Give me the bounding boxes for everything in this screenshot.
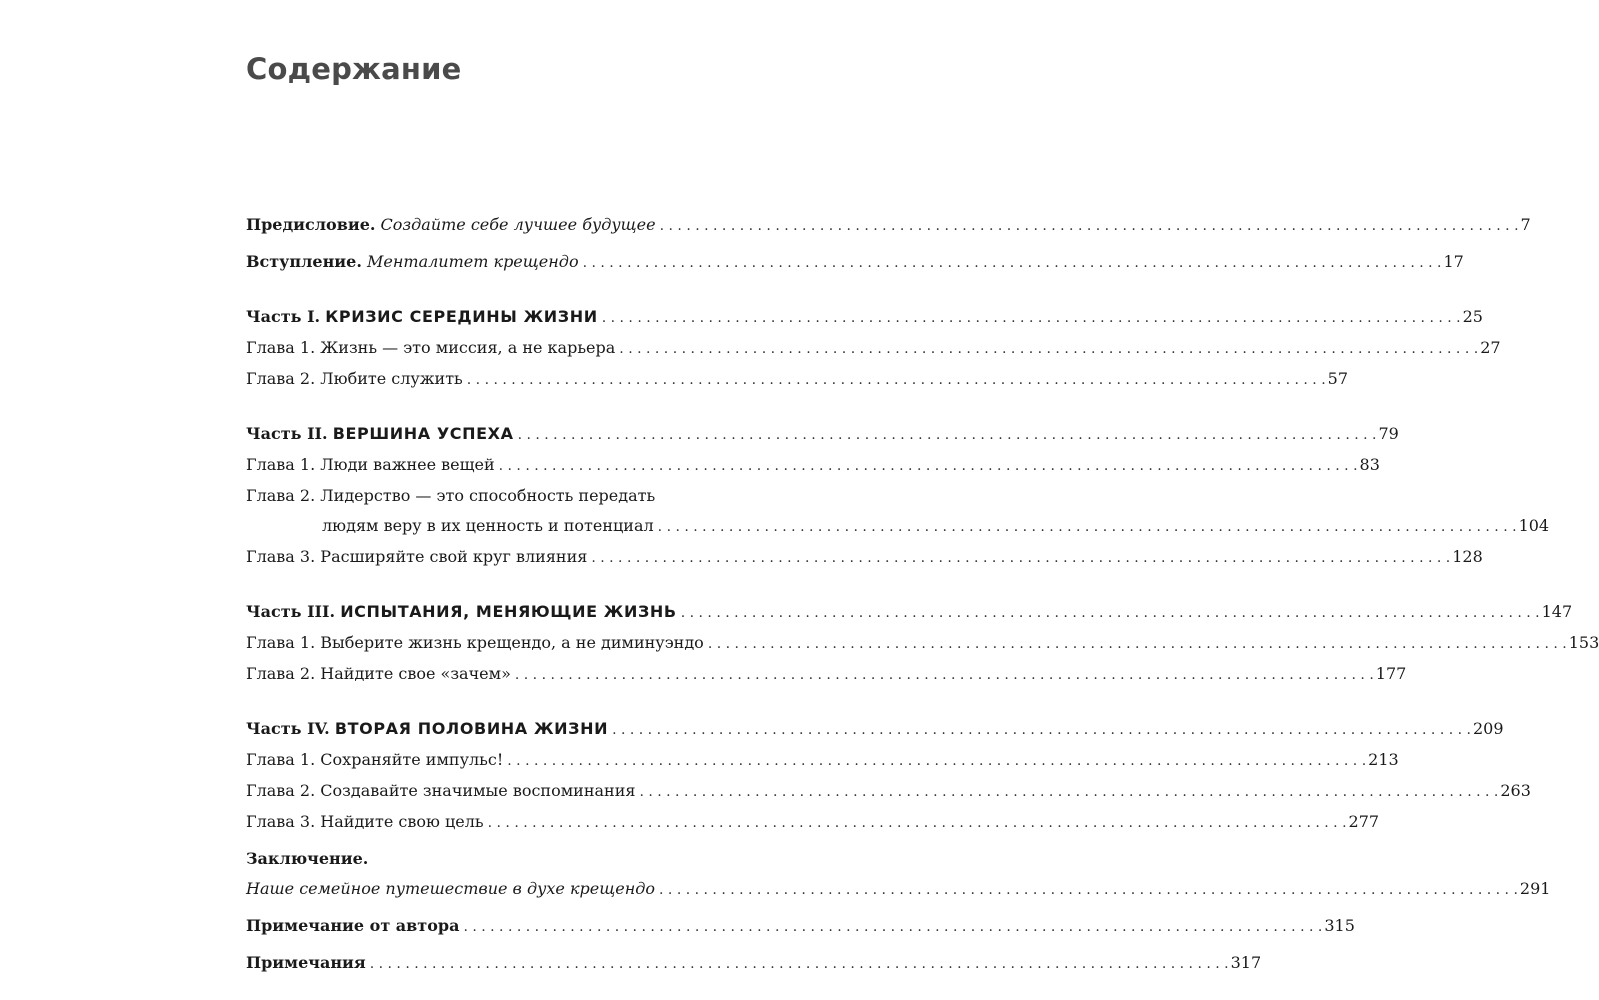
chapter-title: Создавайте значимые воспоминания [320, 781, 636, 800]
toc-chapter[interactable] [246, 364, 1349, 395]
chapter-title: Жизнь — это миссия, а не карьера [320, 338, 616, 357]
page-number: 104 [1518, 516, 1550, 535]
dot-leader [659, 875, 1518, 905]
toc-chapter[interactable] [246, 745, 1399, 776]
toc-entry-intro[interactable] [246, 247, 1464, 278]
page-number: 25 [1462, 307, 1483, 326]
chapter-label: Глава 2. [246, 781, 316, 800]
part-title: ВЕРШИНА УСПЕХА [332, 424, 514, 443]
page-number: 177 [1375, 664, 1407, 683]
dot-leader [499, 451, 1358, 481]
part-title: КРИЗИС СЕРЕДИНЫ ЖИЗНИ [325, 307, 598, 326]
dot-leader [583, 248, 1442, 278]
page-number: 209 [1472, 719, 1504, 738]
chapter-label: Глава 2. [246, 486, 316, 505]
toc-chapter-line2[interactable] [246, 511, 1550, 542]
toc-chapter[interactable] [246, 659, 1407, 690]
entry-title: Менталитет крещендо [367, 252, 579, 271]
page-number: 213 [1368, 750, 1399, 769]
toc-part-1[interactable] [246, 302, 1483, 333]
entry-title: Создайте себе лучшее будущее [380, 215, 656, 234]
chapter-label: Глава 1. [246, 633, 316, 652]
chapter-title: Расширяйте свой круг влияния [320, 547, 588, 566]
entry-label: Примечание от автора [246, 916, 460, 935]
chapter-label: Глава 3. [246, 812, 316, 831]
dot-leader [370, 949, 1229, 979]
toc-entry-preface[interactable] [246, 210, 1531, 241]
chapter-title: Выберите жизнь крещендо, а не диминуэндо [320, 633, 704, 652]
page-number: 263 [1500, 781, 1531, 800]
dot-leader [463, 912, 1322, 942]
toc-notes[interactable] [246, 948, 1262, 979]
entry-label: Вступление. [246, 252, 362, 271]
part-label: Часть II. [246, 424, 328, 443]
toc-chapter[interactable] [246, 542, 1483, 573]
page-number: 7 [1520, 215, 1531, 234]
chapter-title: Любите служить [320, 369, 463, 388]
entry-label: Предисловие. [246, 215, 376, 234]
dot-leader [467, 365, 1326, 395]
toc-chapter[interactable] [246, 628, 1599, 659]
toc-conclusion[interactable] [246, 874, 1551, 905]
chapter-label: Глава 2. [246, 369, 316, 388]
chapter-label: Глава 1. [246, 750, 316, 769]
toc-author-note[interactable] [246, 911, 1355, 942]
page-number: 291 [1519, 879, 1551, 898]
page-title: Содержание [246, 52, 462, 86]
chapter-title: Люди важнее вещей [320, 455, 495, 474]
page-number: 79 [1378, 424, 1399, 443]
part-label: Часть IV. [246, 719, 330, 738]
page-number: 147 [1541, 602, 1573, 621]
chapter-title: Найдите свою цель [320, 812, 484, 831]
dot-leader [681, 598, 1540, 628]
dot-leader [660, 211, 1519, 241]
dot-leader [658, 512, 1517, 542]
chapter-title-line1: Лидерство — это способность передать [320, 486, 656, 505]
page-number: 153 [1568, 633, 1599, 652]
part-label: Часть III. [246, 602, 336, 621]
toc-part-3[interactable] [246, 597, 1573, 628]
entry-title: Наше семейное путешествие в духе крещендо [246, 879, 656, 898]
chapter-title: Найдите свое «зачем» [320, 664, 511, 683]
table-of-contents [246, 210, 1599, 979]
toc-chapter[interactable] [246, 807, 1380, 838]
chapter-title: Сохраняйте импульс! [320, 750, 504, 769]
toc-chapter-line1[interactable] [246, 481, 772, 511]
chapter-label: Глава 1. [246, 338, 316, 357]
chapter-label: Глава 3. [246, 547, 316, 566]
toc-part-4[interactable] [246, 714, 1504, 745]
part-title: ВТОРАЯ ПОЛОВИНА ЖИЗНИ [334, 719, 609, 738]
toc-chapter[interactable] [246, 450, 1380, 481]
dot-leader [515, 660, 1374, 690]
dot-leader [708, 629, 1567, 659]
page-number: 83 [1359, 455, 1380, 474]
toc-chapter[interactable] [246, 333, 1501, 364]
page-number: 315 [1324, 916, 1355, 935]
dot-leader [612, 715, 1471, 745]
toc-part-2[interactable] [246, 419, 1399, 450]
dot-leader [619, 334, 1478, 364]
dot-leader [591, 543, 1450, 573]
dot-leader [602, 303, 1461, 333]
page-number: 57 [1327, 369, 1349, 388]
page-number: 128 [1452, 547, 1483, 566]
page-number: 27 [1480, 338, 1501, 357]
toc-chapter[interactable] [246, 776, 1531, 807]
chapter-title-line2: людям веру в их ценность и потенциал [322, 516, 654, 535]
part-title: ИСПЫТАНИЯ, МЕНЯЮЩИЕ ЖИЗНЬ [340, 602, 677, 621]
chapter-label: Глава 1. [246, 455, 316, 474]
page-number: 317 [1230, 953, 1262, 972]
entry-label: Примечания [246, 953, 366, 972]
dot-leader [488, 808, 1347, 838]
part-label: Часть I. [246, 307, 321, 326]
chapter-label: Глава 2. [246, 664, 316, 683]
toc-conclusion-label[interactable]: Заключение. [246, 849, 369, 868]
page-number: 17 [1443, 252, 1464, 271]
page-number: 277 [1348, 812, 1380, 831]
dot-leader [639, 777, 1498, 807]
dot-leader [507, 746, 1366, 776]
dot-leader [518, 420, 1377, 450]
